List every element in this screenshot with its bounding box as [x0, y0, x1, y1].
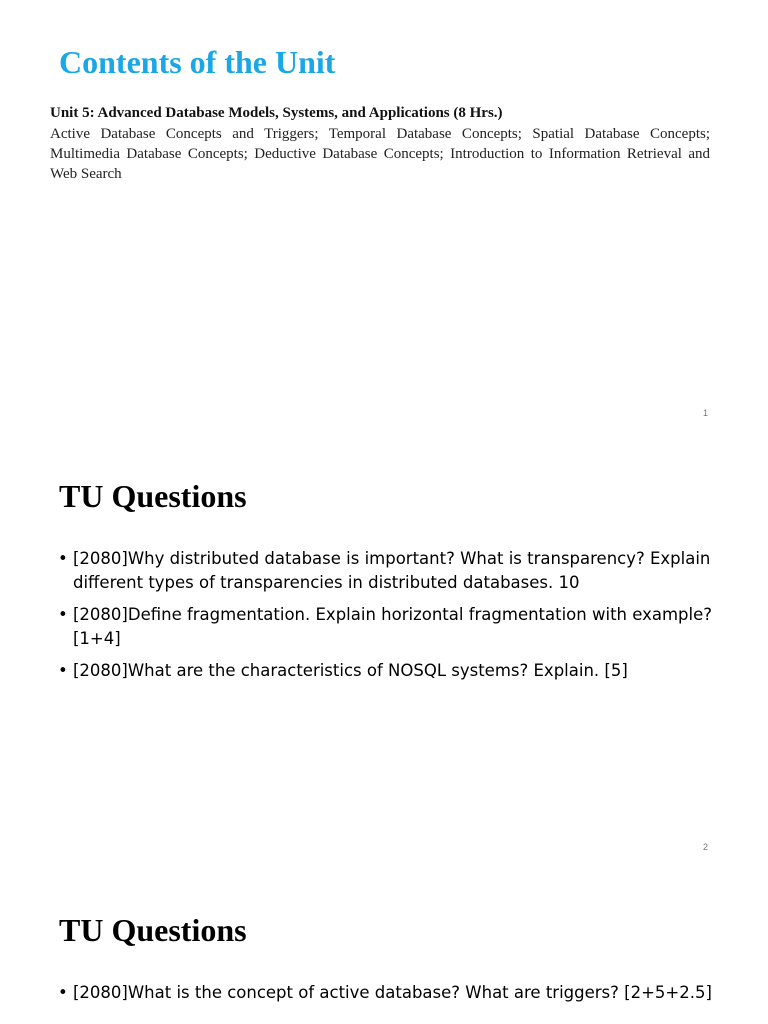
bullet-icon: •	[58, 983, 68, 1002]
slide-title: TU Questions	[59, 912, 247, 948]
bullet-icon: •	[58, 549, 68, 568]
question-text: [2080]What are the characteristics of NOSQL systems? Explain. [5]	[73, 661, 628, 680]
bullet-icon: •	[58, 605, 68, 624]
unit-contents: Active Database Concepts and Triggers; Temporal Database Concepts; Spatial Database Concepts; Multimedia Database Concepts; Deductive Database Concepts; Introduction to Information Retrieval and Web Search	[50, 126, 710, 182]
question-list	[58, 547, 718, 691]
unit-heading: Unit 5: Advanced Database Models, Systems, and Applications (8 Hrs.)	[50, 105, 503, 121]
question-text: [2080]Define fragmentation. Explain horizontal fragmentation with example? [1+4]	[73, 605, 713, 648]
question-text: [2080]Why distributed database is important? What is transparency? Explain different types of transparencies in distributed databases. 10	[73, 549, 711, 592]
question-list	[58, 981, 718, 1013]
slide-3	[0, 868, 768, 1024]
slide-1	[0, 0, 768, 434]
question-item	[58, 659, 718, 683]
page-number: 2	[702, 842, 708, 852]
question-item	[58, 603, 718, 651]
question-text: [2080]What is the concept of active database? What are triggers? [2+5+2.5]	[73, 983, 712, 1002]
slide-title: TU Questions	[59, 478, 247, 514]
slide-title: Contents of the Unit	[59, 44, 336, 80]
question-item	[58, 981, 718, 1005]
question-item	[58, 547, 718, 595]
page-number: 1	[702, 408, 708, 418]
slide-2	[0, 434, 768, 868]
bullet-icon: •	[58, 661, 68, 680]
